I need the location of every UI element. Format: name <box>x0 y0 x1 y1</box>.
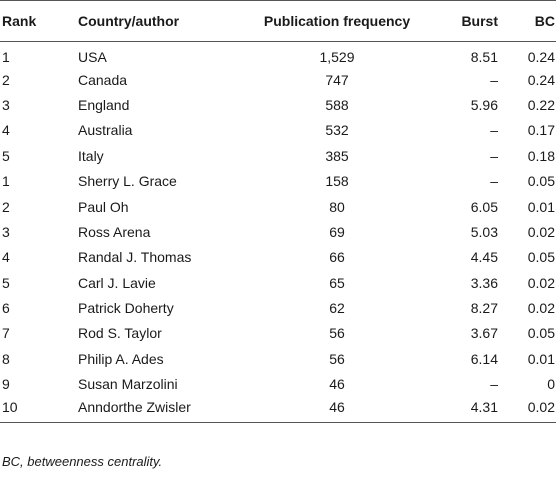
cell-bc: 0.02 <box>527 223 555 240</box>
cell-country-author: Randal J. Thomas <box>78 249 192 266</box>
cell-burst: 4.31 <box>470 399 498 416</box>
cell-rank: 7 <box>2 325 10 342</box>
cell-publication-frequency: 80 <box>329 198 345 215</box>
cell-burst: 3.36 <box>470 274 498 291</box>
cell-publication-frequency: 1,529 <box>319 49 355 66</box>
cell-burst: 6.05 <box>470 198 498 215</box>
cell-rank: 4 <box>2 249 10 266</box>
cell-country-author: Susan Marzolini <box>78 376 178 393</box>
table-row <box>0 118 556 143</box>
table-row <box>0 42 556 67</box>
cell-bc: 0.02 <box>527 399 555 416</box>
cell-bc: 0.05 <box>527 325 555 342</box>
cell-bc: 0.22 <box>527 96 555 113</box>
cell-bc: 0.01 <box>527 350 555 367</box>
cell-publication-frequency: 747 <box>325 71 349 88</box>
cell-burst: 6.14 <box>470 350 498 367</box>
cell-country-author: Canada <box>78 71 128 88</box>
table-footnote: BC, betweenness centrality. <box>2 454 163 469</box>
cell-burst: – <box>490 376 498 393</box>
cell-rank: 2 <box>2 71 10 88</box>
cell-country-author: Patrick Doherty <box>78 300 174 317</box>
cell-publication-frequency: 46 <box>329 399 345 416</box>
cell-publication-frequency: 56 <box>329 325 345 342</box>
table-row <box>0 245 556 270</box>
cell-bc: 0.05 <box>527 249 555 266</box>
cell-country-author: Australia <box>78 122 133 139</box>
cell-rank: 10 <box>2 399 18 416</box>
cell-bc: 0.02 <box>527 300 555 317</box>
table-body <box>0 42 556 423</box>
cell-country-author: Ross Arena <box>78 223 151 240</box>
cell-publication-frequency: 66 <box>329 249 345 266</box>
cell-rank: 5 <box>2 147 10 164</box>
cell-rank: 6 <box>2 300 10 317</box>
cell-rank: 3 <box>2 223 10 240</box>
cell-rank: 1 <box>2 173 10 190</box>
table-row <box>0 168 556 193</box>
table-row <box>0 295 556 320</box>
cell-publication-frequency: 56 <box>329 350 345 367</box>
table-row <box>0 321 556 346</box>
cell-rank: 9 <box>2 376 10 393</box>
table-row <box>0 67 556 92</box>
table-row <box>0 194 556 219</box>
header-publication-frequency: Publication frequency <box>263 13 411 29</box>
cell-burst: – <box>490 173 498 190</box>
cell-rank: 3 <box>2 96 10 113</box>
cell-burst: – <box>490 147 498 164</box>
header-country-author: Country/author <box>78 13 180 29</box>
cell-publication-frequency: 532 <box>325 122 349 139</box>
cell-publication-frequency: 385 <box>325 147 349 164</box>
cell-publication-frequency: 65 <box>329 274 345 291</box>
cell-rank: 5 <box>2 274 10 291</box>
cell-burst: 8.27 <box>470 300 498 317</box>
cell-burst: 5.03 <box>470 223 498 240</box>
header-row <box>0 1 556 42</box>
table-header <box>0 1 556 42</box>
cell-burst: 3.67 <box>470 325 498 342</box>
cell-burst: – <box>490 122 498 139</box>
cell-country-author: Carl J. Lavie <box>78 274 156 291</box>
cell-bc: 0.18 <box>527 147 555 164</box>
cell-country-author: Sherry L. Grace <box>78 173 177 190</box>
cell-country-author: Anndorthe Zwisler <box>78 399 191 416</box>
cell-bc: 0.24 <box>527 49 555 66</box>
cell-rank: 4 <box>2 122 10 139</box>
table-row <box>0 270 556 295</box>
cell-burst: 8.51 <box>470 49 498 66</box>
cell-bc: 0.05 <box>527 173 555 190</box>
cell-burst: 4.45 <box>470 249 498 266</box>
cell-rank: 8 <box>2 350 10 367</box>
table-row <box>0 346 556 371</box>
cell-burst: 5.96 <box>470 96 498 113</box>
cell-country-author: Paul Oh <box>78 198 129 215</box>
header-rank: Rank <box>2 13 37 29</box>
table-row <box>0 92 556 117</box>
cell-publication-frequency: 62 <box>329 300 345 317</box>
table-row <box>0 219 556 244</box>
cell-country-author: Philip A. Ades <box>78 350 164 367</box>
cell-rank: 1 <box>2 49 10 66</box>
table-row <box>0 143 556 168</box>
cell-bc: 0.17 <box>527 122 555 139</box>
cell-publication-frequency: 158 <box>325 173 349 190</box>
cell-burst: – <box>490 71 498 88</box>
cell-publication-frequency: 46 <box>329 376 345 393</box>
cell-country-author: Rod S. Taylor <box>78 325 162 342</box>
header-burst: Burst <box>461 13 498 29</box>
cell-publication-frequency: 588 <box>325 96 349 113</box>
cell-country-author: England <box>78 96 130 113</box>
header-bc: BC <box>534 13 555 29</box>
table-row <box>0 397 556 422</box>
cell-bc: 0.01 <box>527 198 555 215</box>
cell-bc: 0.02 <box>527 274 555 291</box>
cell-rank: 2 <box>2 198 10 215</box>
table-row <box>0 372 556 397</box>
cell-country-author: USA <box>78 49 107 66</box>
cell-bc: 0 <box>547 376 555 393</box>
cell-country-author: Italy <box>78 147 104 164</box>
cell-publication-frequency: 69 <box>329 223 345 240</box>
cell-bc: 0.24 <box>527 71 555 88</box>
